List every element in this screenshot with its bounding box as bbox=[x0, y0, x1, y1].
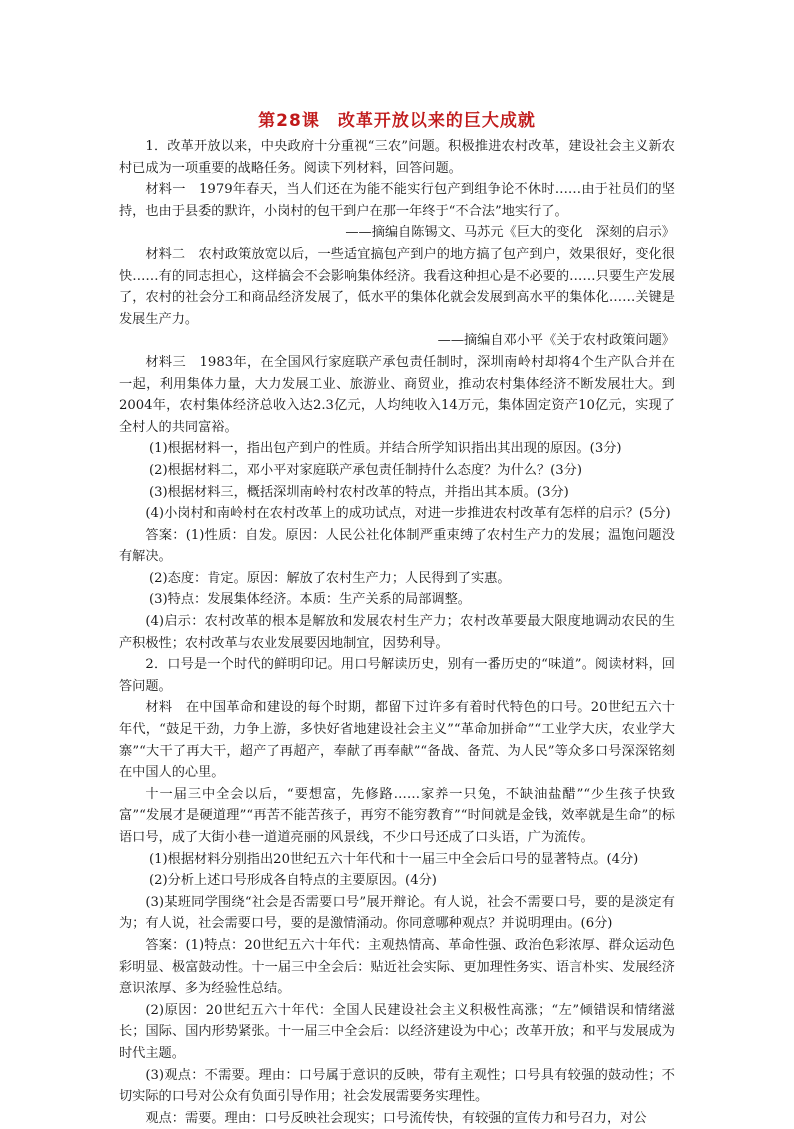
q1-question: (2)根据材料二，邓小平对家庭联产承包责任制持什么态度？为什么？(3分) bbox=[149, 462, 582, 478]
q1-answer: (2)态度：肯定。原因：解放了农村生产力；人民得到了实惠。 bbox=[149, 570, 511, 586]
q2-material-p1: 材料 在中国革命和建设的每个时期，都留下过许多有着时代特色的口号。20世纪五六十年代，“鼓足干劲，力争上游，多快好省地建设社会主义”“革命加拼命”“工业学大庆，农业学大寨”“大干了再大干，超产了再超产，奉献了再奉献”“备战、备荒、为人民”等众多口号深深铭刻在中国人的心里。 bbox=[119, 700, 675, 781]
q2-intro: 2．口号是一个时代的鲜明印记。用口号解读历史，别有一番历史的“味道”。阅读材料，回答问题。 bbox=[119, 657, 675, 694]
lesson-title: 第28课 改革开放以来的巨大成就 bbox=[258, 111, 536, 131]
q1-material-2: 材料二 农村政策放宽以后，一些适宜搞包产到户的地方搞了包产到户，效果很好，变化很快……有的同志担心，这样搞会不会影响集体经济。我看这种担心是不必要的……只要生产发展了，农村的社会分工和商品经济发展了，低水平的集体化就会发展到高水平的集体化……关键是发展生产力。 bbox=[119, 246, 675, 327]
q2-question: (3)某班同学围绕“社会是否需要口号”展开辩论。有人说，社会不需要口号，要的是淡定有为；有人说，社会需要口号，要的是激情涌动。你同意哪种观点？并说明理由。(6分) bbox=[119, 894, 675, 932]
q2-answer: (2)原因：20世纪五六十年代：全国人民建设社会主义积极性高涨；“左”倾错误和情绪滋长；国际、国内形势紧张。十一届三中全会后：以经济建设为中心；改革开放；和平与发展成为时代主题。 bbox=[119, 1002, 675, 1061]
q1-answer: (4)启示：农村改革的根本是解放和发展农村生产力；农村改革要最大限度地调动农民的生产积极性；农村改革与农业发展要因地制宜，因势利导。 bbox=[119, 614, 675, 651]
q1-answer: 答案：(1)性质：自发。原因：人民公社化体制严重束缚了农村生产力的发展；温饱问题没有解决。 bbox=[119, 527, 675, 565]
q2-material-p2: 十一届三中全会以后，“要想富，先修路……家养一只兔，不缺油盐醋”“少生孩子快致富”“发展才是硬道理”“再苦不能苦孩子，再穷不能穷教育”“时间就是金钱，效率就是生命”的标语口号，成了大街小巷一道道亮丽的风景线，不少口号还成了口头语，广为流传。 bbox=[119, 786, 675, 845]
q2-answer: 答案：(1)特点：20世纪五六十年代：主观热情高、革命性强、政治色彩浓厚、群众运动色彩明显、极富鼓动性。十一届三中全会后：贴近社会实际、更加理性务实、语言朴实、发展经济意识浓厚、多为经验性总结。 bbox=[119, 937, 675, 997]
q1-question: (1)根据材料一，指出包产到户的性质。并结合所学知识指出其出现的原因。(3分) bbox=[149, 441, 622, 457]
document-body bbox=[119, 136, 675, 1129]
q2-question: (2)分析上述口号形成各自特点的主要原因。(4分) bbox=[149, 873, 437, 889]
q1-question: (4)小岗村和南岭村在农村改革上的成功试点，对进一步推进农村改革有怎样的启示？(5分) bbox=[145, 506, 671, 522]
q1-material-2-source: ——摘编自邓小平《关于农村政策问题》 bbox=[437, 333, 675, 349]
q1-material-3: 材料三 1983年，在全国风行家庭联产承包责任制时，深圳南岭村却将4个生产队合并在一起，利用集体力量，大力发展工业、旅游业、商贸业，推动农村集体经济不断发展壮大。到2004年，农村集体经济总收入达2.3亿元，人均纯收入14万元，集体固定资产10亿元，实现了全村人的共同富裕。 bbox=[119, 354, 675, 435]
q2-answer: (3)观点：不需要。理由：口号属于意识的反映，带有主观性；口号具有较强的鼓动性；不切实际的口号对公众有负面引导作用；社会发展需要务实理性。 bbox=[119, 1067, 675, 1105]
q2-answer: 观点：需要。理由：口号反映社会现实；口号流传快，有较强的宣传力和号召力，对公 bbox=[145, 1110, 647, 1126]
q2-question: (1)根据材料分别指出20世纪五六十年代和十一届三中全会后口号的显著特点。(4分) bbox=[149, 851, 639, 867]
q1-intro: 1．改革开放以来，中央政府十分重视“三农”问题。积极推进农村改革，建设社会主义新农村已成为一项重要的战略任务。阅读下列材料，回答问题。 bbox=[119, 139, 675, 176]
q1-material-1: 材料一 1979年春天，当人们还在为能不能实行包产到组争论不休时……由于社员们的坚持，也由于县委的默许，小岗村的包干到户在那一年终于“不合法”地实行了。 bbox=[119, 182, 675, 219]
q1-material-1-source: ——摘编自陈锡文、马苏元《巨大的变化 深刻的启示》 bbox=[345, 225, 675, 241]
q1-answer: (3)特点：发展集体经济。本质：生产关系的局部调整。 bbox=[149, 592, 471, 608]
q1-question: (3)根据材料三，概括深圳南岭村农村改革的特点，并指出其本质。(3分) bbox=[149, 484, 569, 500]
